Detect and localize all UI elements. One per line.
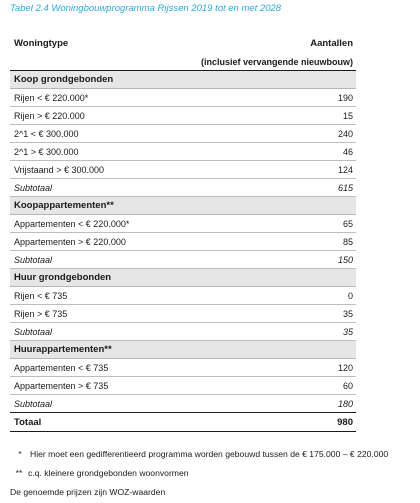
subtotal-label: Subtotaal <box>14 326 53 337</box>
row-label: 2^1 > € 300.000 <box>14 146 79 157</box>
row-label: 2^1 < € 300.000 <box>14 128 79 139</box>
subtotal-row <box>10 251 356 269</box>
row-label: Appartementen > € 735 <box>14 380 109 391</box>
total-row <box>10 412 356 432</box>
section-header-koop-grondgebonden <box>10 71 356 89</box>
row-value: 65 <box>342 218 353 229</box>
row-value: 60 <box>342 380 353 391</box>
row-value: 0 <box>347 290 353 301</box>
row-value: 190 <box>337 92 353 103</box>
section-title: Huurappartementen** <box>14 344 112 355</box>
row-label: Rijen > € 220.000 <box>14 110 85 121</box>
subtotal-label: Subtotaal <box>14 254 53 265</box>
footnote <box>10 482 388 501</box>
row-label: Rijen > € 735 <box>14 308 68 319</box>
subtotal-row <box>10 395 356 412</box>
table-row <box>10 143 356 161</box>
footnote <box>10 463 388 482</box>
table-row <box>10 161 356 179</box>
row-label: Vrijstaand > € 300.000 <box>14 164 104 175</box>
subtotal-label: Subtotaal <box>14 398 53 409</box>
section-header-koopappartementen <box>10 197 356 215</box>
footnote-text: Hier moet een gedifferentieerd programma worden gebouwd tussen de € 175.000 – € 220.000 <box>30 448 389 459</box>
section-title: Huur grondgebonden <box>14 272 112 283</box>
footnote-mark: * <box>18 448 22 459</box>
row-label: Appartementen < € 735 <box>14 362 109 373</box>
header-value: Aantallen <box>310 38 353 49</box>
section-header-huur-grondgebonden <box>10 269 356 287</box>
table-row <box>10 215 356 233</box>
total-label: Totaal <box>14 416 42 428</box>
footnotes <box>10 444 388 501</box>
row-value: 35 <box>342 308 353 319</box>
table-header-note-row <box>10 53 356 71</box>
subtotal-row <box>10 323 356 341</box>
subtotal-row <box>10 179 356 197</box>
table-row <box>10 359 356 377</box>
subtotal-label: Subtotaal <box>14 182 53 193</box>
subtotal-value: 150 <box>337 254 353 265</box>
table-row <box>10 89 356 107</box>
footnote <box>10 444 388 463</box>
subtotal-value: 35 <box>342 326 353 337</box>
row-value: 240 <box>337 128 353 139</box>
table-row <box>10 377 356 395</box>
table-row <box>10 287 356 305</box>
table-row <box>10 107 356 125</box>
header-note: (inclusief vervangende nieuwbouw) <box>200 56 353 67</box>
table-row <box>10 305 356 323</box>
footnote-mark: ** <box>15 467 23 478</box>
row-label: Rijen < € 220.000* <box>14 92 89 103</box>
table-header <box>10 34 356 53</box>
table-row <box>10 233 356 251</box>
section-title: Koop grondgebonden <box>14 74 114 85</box>
header-label: Woningtype <box>14 38 69 49</box>
row-value: 46 <box>342 146 353 157</box>
row-label: Appartementen < € 220.000* <box>14 218 130 229</box>
row-label: Rijen < € 735 <box>14 290 68 301</box>
table-caption: Tabel 2.4 Woningbouwprogramma Rijssen 2019 tot en met 2028 <box>10 3 282 14</box>
row-value: 85 <box>342 236 353 247</box>
housing-program-table <box>10 34 356 432</box>
section-title: Koopappartementen** <box>14 200 114 211</box>
subtotal-value: 180 <box>337 398 353 409</box>
row-value: 124 <box>337 164 353 175</box>
subtotal-value: 615 <box>337 182 353 193</box>
footnote-text: c.q. kleinere grondgebonden woonvormen <box>28 467 189 478</box>
table-row <box>10 125 356 143</box>
footnote-text: De genoemde prijzen zijn WOZ-waarden <box>10 486 166 497</box>
section-header-huurappartementen <box>10 341 356 359</box>
row-label: Appartementen > € 220.000 <box>14 236 126 247</box>
total-value: 980 <box>337 416 353 428</box>
row-value: 15 <box>342 110 353 121</box>
row-value: 120 <box>337 362 353 373</box>
